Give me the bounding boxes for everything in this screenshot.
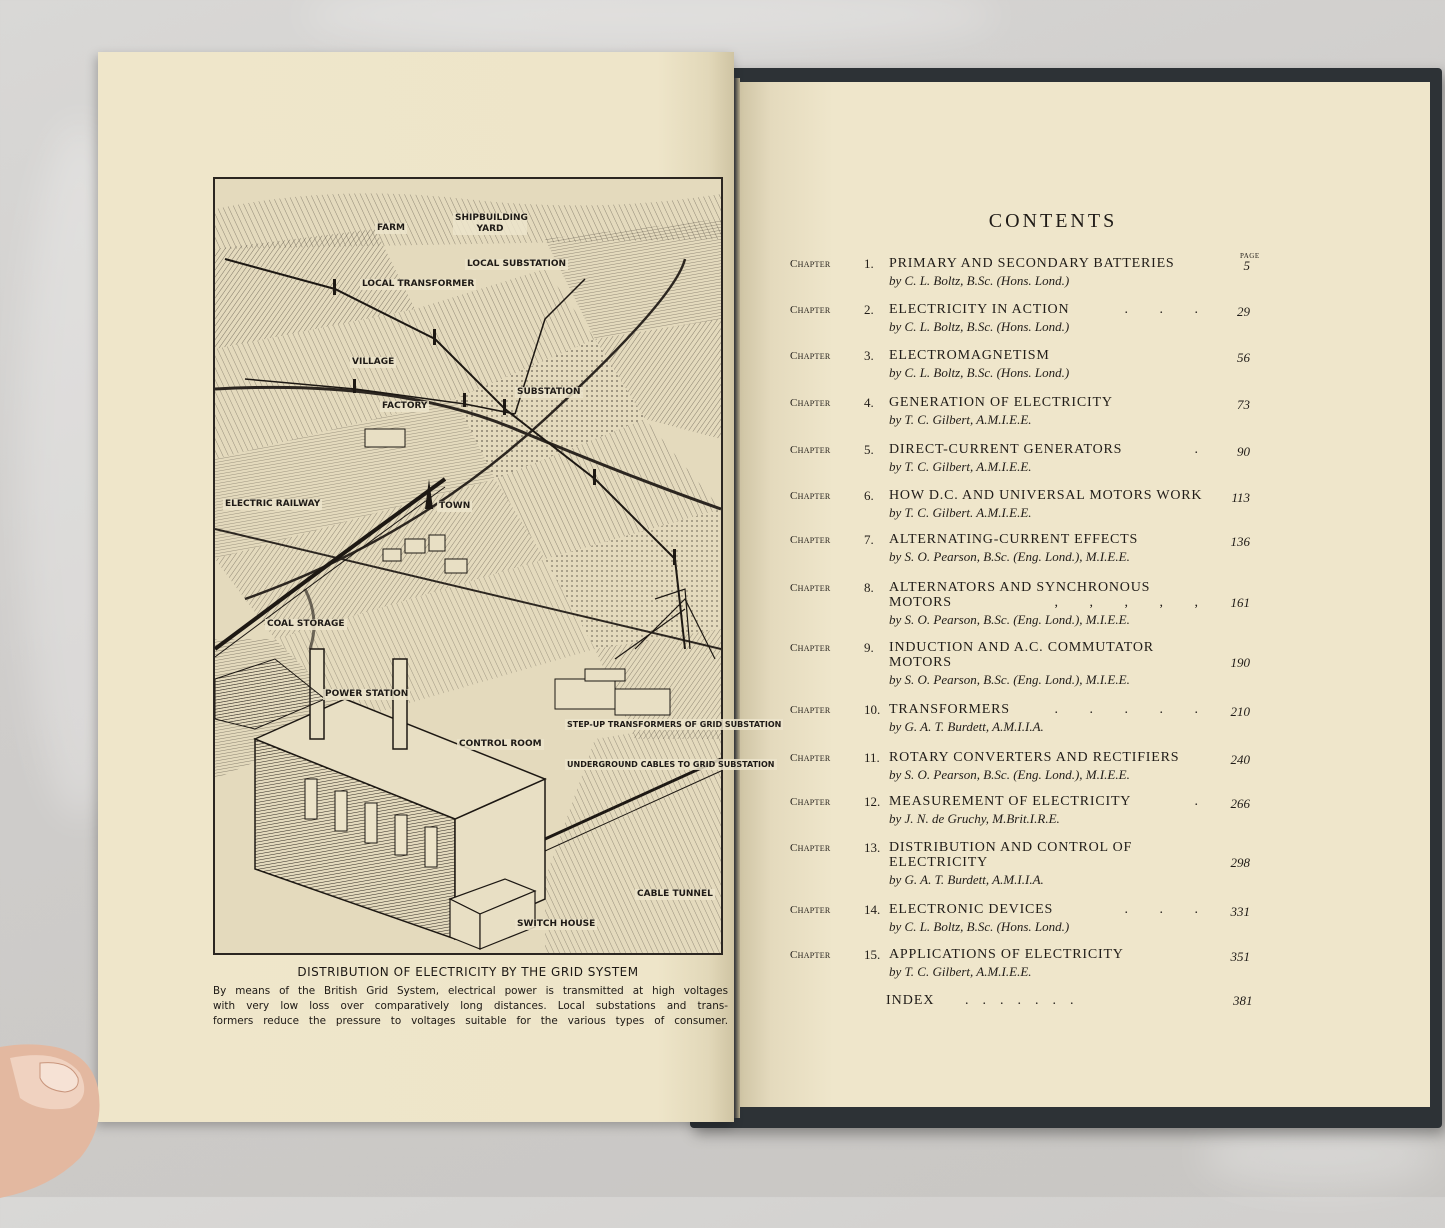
toc-chapter-author: by G. A. T. Burdett, A.M.I.I.A. — [889, 872, 1044, 887]
toc-page-number: 351 — [1230, 949, 1250, 964]
index-leader-dots: ....... — [965, 993, 1088, 1008]
table-of-contents — [790, 0, 1250, 1197]
toc-page-number: 73 — [1237, 397, 1250, 412]
toc-leader-dots: , , , , , — [1054, 595, 1212, 610]
toc-chapter-title: ALTERNATORS AND SYNCHRONOUS — [889, 580, 1151, 595]
toc-page-number: 240 — [1230, 752, 1250, 767]
toc-page-number: 5 — [1243, 258, 1250, 273]
toc-entry — [790, 302, 1248, 346]
toc-chapter-number: 12. — [864, 794, 881, 809]
toc-chapter-title: ELECTRICITY IN ACTION — [889, 302, 1070, 317]
toc-page-number: 113 — [1231, 490, 1250, 505]
toc-chapter-author: by S. O. Pearson, B.Sc. (Eng. Lond.), M.I.E.E. — [889, 612, 1130, 627]
toc-chapter-word: Chapter — [790, 490, 831, 502]
toc-page-number: 161 — [1230, 595, 1250, 610]
illustration-label: CABLE TUNNEL — [637, 889, 713, 899]
toc-page-number: 298 — [1230, 855, 1250, 870]
toc-chapter-word: Chapter — [790, 582, 831, 594]
toc-chapter-title: MEASUREMENT OF ELECTRICITY — [889, 794, 1132, 809]
toc-entry — [790, 580, 1250, 627]
toc-chapter-author: by S. O. Pearson, B.Sc. (Eng. Lond.), M.I.E.E. — [889, 672, 1130, 687]
toc-chapter-author: by C. L. Boltz, B.Sc. (Hons. Lond.) — [889, 919, 1070, 934]
toc-chapter-title: DIRECT-CURRENT GENERATORS — [889, 442, 1123, 457]
toc-chapter-number: 11. — [864, 750, 880, 765]
toc-chapter-title: HOW D.C. AND UNIVERSAL MOTORS WORK — [889, 488, 1203, 503]
toc-chapter-word: Chapter — [790, 949, 831, 961]
toc-chapter-word: Chapter — [790, 704, 831, 716]
toc-entry — [790, 532, 1248, 576]
toc-chapter-title: APPLICATIONS OF ELECTRICITY — [889, 947, 1124, 962]
illustration-drawing — [215, 179, 721, 953]
toc-chapter-word: Chapter — [790, 258, 831, 270]
toc-chapter-word: Chapter — [790, 444, 831, 456]
toc-leader-dots: . — [1194, 794, 1212, 809]
toc-entry — [790, 442, 1248, 486]
page-column-label: PAGE — [1240, 252, 1260, 260]
toc-entry — [790, 840, 1250, 887]
toc-chapter-title: DISTRIBUTION AND CONTROL OF — [889, 840, 1133, 855]
toc-chapter-number: 6. — [864, 488, 874, 503]
toc-chapter-title: ALTERNATING-CURRENT EFFECTS — [889, 532, 1139, 547]
illustration-caption — [213, 984, 728, 1029]
toc-chapter-author: by S. O. Pearson, B.Sc. (Eng. Lond.), M.I.E.E. — [889, 767, 1130, 782]
toc-chapter-title: ROTARY CONVERTERS AND RECTIFIERS — [889, 750, 1180, 765]
caption-line: By means of the British Grid System, electrical power is transmitted at high voltages — [213, 985, 728, 997]
grid-system-illustration — [213, 177, 782, 955]
toc-chapter-number: 3. — [864, 348, 874, 363]
toc-chapter-number: 5. — [864, 442, 874, 457]
toc-chapter-author: by G. A. T. Burdett, A.M.I.I.A. — [889, 719, 1044, 734]
toc-page-number: 56 — [1237, 350, 1250, 365]
toc-chapter-author: by C. L. Boltz, B.Sc. (Hons. Lond.) — [889, 319, 1070, 334]
toc-page-number: 29 — [1237, 304, 1250, 319]
toc-entry — [790, 794, 1248, 838]
toc-page-number: 210 — [1230, 704, 1250, 719]
toc-leader-dots: . . . . . — [1054, 702, 1212, 717]
toc-chapter-word: Chapter — [790, 397, 831, 409]
toc-chapter-title-continued: MOTORS — [889, 655, 952, 670]
toc-chapter-title: TRANSFORMERS — [889, 702, 1010, 717]
illustration-label: FARM — [377, 223, 405, 233]
toc-chapter-word: Chapter — [790, 842, 831, 854]
illustration-label: SHIPBUILDING YARD — [455, 213, 528, 234]
toc-chapter-word: Chapter — [790, 350, 831, 362]
caption-line: formers reduce the pressure to voltages suitable for the various types of consumer. — [213, 1015, 728, 1027]
illustration-label: LOCAL SUBSTATION — [467, 259, 567, 269]
toc-chapter-number: 14. — [864, 902, 881, 917]
index-page-number: 381 — [1233, 993, 1253, 1008]
toc-entry — [790, 395, 1248, 439]
toc-chapter-word: Chapter — [790, 796, 831, 808]
toc-chapter-number: 13. — [864, 840, 881, 855]
caption-line: with very low loss over comparatively long distances. Local substations and trans- — [213, 1000, 728, 1012]
toc-chapter-title: PRIMARY AND SECONDARY BATTERIES — [889, 256, 1175, 271]
contents-heading: CONTENTS — [988, 210, 1118, 232]
toc-page-number: 266 — [1230, 796, 1250, 811]
toc-chapter-number: 2. — [864, 302, 874, 317]
toc-chapter-author: by C. L. Boltz, B.Sc. (Hons. Lond.) — [889, 273, 1070, 288]
toc-chapter-word: Chapter — [790, 752, 831, 764]
toc-leader-dots: . — [1194, 442, 1212, 457]
illustration-caption-title: DISTRIBUTION OF ELECTRICITY BY THE GRID SYSTEM — [297, 965, 639, 979]
toc-chapter-author: by T. C. Gilbert, A.M.I.E.E. — [889, 412, 1032, 427]
toc-chapter-word: Chapter — [790, 904, 831, 916]
toc-entry — [790, 902, 1248, 946]
toc-chapter-author: by T. C. Gilbert. A.M.I.E.E. — [889, 505, 1032, 520]
toc-page-number: 136 — [1230, 534, 1250, 549]
toc-chapter-word: Chapter — [790, 304, 831, 316]
illustration-label: VILLAGE — [352, 357, 395, 367]
toc-entry — [790, 488, 1248, 532]
toc-chapter-author: by J. N. de Gruchy, M.Brit.I.R.E. — [889, 811, 1060, 826]
toc-chapter-author: by C. L. Boltz, B.Sc. (Hons. Lond.) — [889, 365, 1070, 380]
toc-entry — [790, 256, 1248, 300]
index-entry-label: INDEX — [886, 993, 935, 1008]
toc-leader-dots: . . . — [1124, 302, 1212, 317]
illustration-label: POWER STATION — [325, 689, 409, 699]
toc-chapter-title: INDUCTION AND A.C. COMMUTATOR — [889, 640, 1154, 655]
toc-entry — [790, 702, 1248, 746]
toc-chapter-title: GENERATION OF ELECTRICITY — [889, 395, 1113, 410]
toc-chapter-number: 7. — [864, 532, 874, 547]
illustration-label: TOWN — [439, 501, 471, 511]
toc-chapter-word: Chapter — [790, 534, 831, 546]
toc-chapter-number: 15. — [864, 947, 881, 962]
illustration-label: STEP-UP TRANSFORMERS OF GRID SUBSTATION — [567, 720, 782, 729]
illustration-label: CONTROL ROOM — [459, 739, 542, 749]
toc-chapter-author: by T. C. Gilbert, A.M.I.E.E. — [889, 459, 1032, 474]
toc-chapter-number: 10. — [864, 702, 881, 717]
toc-entry — [790, 640, 1250, 687]
toc-chapter-word: Chapter — [790, 642, 831, 654]
toc-entry — [790, 750, 1248, 794]
toc-chapter-author: by T. C. Gilbert, A.M.I.E.E. — [889, 964, 1032, 979]
illustration-label: UNDERGROUND CABLES TO GRID SUBSTATION — [567, 760, 775, 769]
illustration-label: ELECTRIC RAILWAY — [225, 499, 321, 509]
toc-entry — [790, 947, 1248, 991]
toc-leader-dots: . . . — [1124, 902, 1212, 917]
toc-page-number: 90 — [1237, 444, 1250, 459]
toc-chapter-number: 4. — [864, 395, 874, 410]
illustration-label: FACTORY — [382, 401, 428, 411]
toc-entry — [790, 348, 1248, 392]
toc-chapter-title: ELECTROMAGNETISM — [889, 348, 1050, 363]
toc-chapter-number: 8. — [864, 580, 874, 595]
toc-page-number: 190 — [1230, 655, 1250, 670]
illustration-label: SWITCH HOUSE — [517, 919, 596, 929]
toc-chapter-title-continued: MOTORS — [889, 595, 952, 610]
hand-holding-page — [0, 1028, 150, 1228]
toc-page-number: 331 — [1230, 904, 1250, 919]
toc-chapter-number: 1. — [864, 256, 874, 271]
illustration-label: LOCAL TRANSFORMER — [362, 279, 475, 289]
illustration-label: COAL STORAGE — [267, 619, 345, 629]
toc-chapter-title: ELECTRONIC DEVICES — [889, 902, 1054, 917]
toc-chapter-author: by S. O. Pearson, B.Sc. (Eng. Lond.), M.I.E.E. — [889, 549, 1130, 564]
illustration-label: SUBSTATION — [517, 387, 581, 397]
toc-chapter-title-continued: ELECTRICITY — [889, 855, 989, 870]
toc-chapter-number: 9. — [864, 640, 874, 655]
